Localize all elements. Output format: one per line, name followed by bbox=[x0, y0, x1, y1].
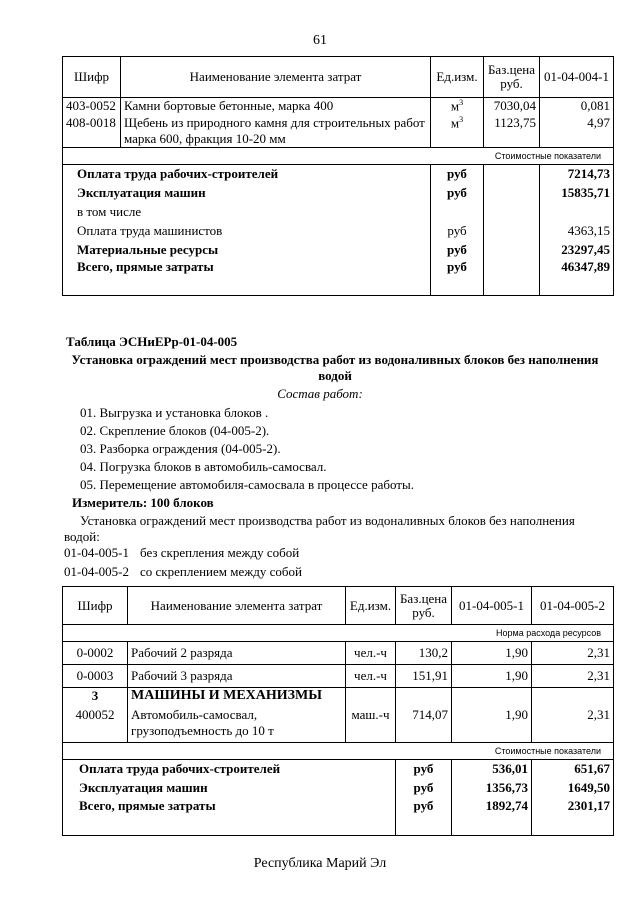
cost-value-2: 1649,50 bbox=[532, 779, 614, 798]
header-price: Баз.цена руб. bbox=[484, 57, 540, 98]
work-item: 02. Скрепление блоков (04-005-2). bbox=[80, 423, 270, 438]
cost-value: 23297,45 bbox=[540, 240, 614, 259]
cost-value-1: 1892,74 bbox=[452, 798, 532, 836]
table-title: Таблица ЭСНиЕРр-01-04-005 bbox=[66, 334, 238, 349]
row-unit: чел.-ч bbox=[346, 642, 396, 665]
cost-value-1: 1356,73 bbox=[452, 779, 532, 798]
cost-label: Эксплуатация машин bbox=[63, 779, 396, 798]
header-col1: 01-04-004-1 bbox=[540, 57, 614, 98]
row-value-1: 1,90 bbox=[452, 642, 532, 665]
page-number: 61 bbox=[313, 33, 327, 48]
row-name: Рабочий 2 разряда bbox=[128, 642, 346, 665]
header-name: Наименование элемента затрат bbox=[128, 587, 346, 625]
description-line2: водой: bbox=[64, 529, 100, 544]
row-price: 151,91 bbox=[396, 665, 452, 688]
cost-value-2: 651,67 bbox=[532, 760, 614, 779]
row-value-1: 1,90 bbox=[452, 707, 532, 743]
header-price: Баз.цена руб. bbox=[396, 587, 452, 625]
cost-label: Оплата труда рабочих-строителей bbox=[63, 164, 431, 183]
cost-row bbox=[63, 183, 614, 202]
section-label: Стоимостные показатели bbox=[63, 147, 614, 164]
header-col2: 01-04-005-2 bbox=[532, 587, 614, 625]
cost-value: 15835,71 bbox=[540, 183, 614, 202]
table-row bbox=[63, 707, 614, 743]
cost-unit: руб bbox=[431, 183, 484, 202]
cost-unit: руб bbox=[431, 164, 484, 183]
table-row bbox=[63, 98, 614, 115]
cost-row bbox=[63, 259, 614, 295]
cost-row bbox=[63, 779, 614, 798]
row-code: 400052 bbox=[63, 707, 128, 743]
cost-value-2: 2301,17 bbox=[532, 798, 614, 836]
cost-label: Всего, прямые затраты bbox=[63, 259, 431, 295]
cost-label: в том числе bbox=[63, 202, 431, 221]
cost-value: 4363,15 bbox=[540, 221, 614, 240]
row-value-1: 1,90 bbox=[452, 665, 532, 688]
cost-label: Материальные ресурсы bbox=[63, 240, 431, 259]
row-value-2: 2,31 bbox=[532, 707, 614, 743]
table-subtitle: Установка ограждений мест производства работ из водоналивных блоков без наполнения водой bbox=[71, 352, 599, 383]
row-price: 130,2 bbox=[396, 642, 452, 665]
norm-label: Норма расхода ресурсов bbox=[63, 625, 614, 642]
work-item: 05. Перемещение автомобиля-самосвала в процессе работы. bbox=[80, 477, 414, 492]
row-unit: маш.-ч bbox=[346, 707, 396, 743]
header-code: Шифр bbox=[63, 57, 121, 98]
header-unit: Ед.изм. bbox=[346, 587, 396, 625]
composition-label: Состав работ: bbox=[277, 386, 363, 401]
cost-unit: руб bbox=[431, 221, 484, 240]
cost-unit: руб bbox=[396, 760, 452, 779]
group-row bbox=[63, 688, 614, 707]
row-unit: $м^3$ bbox=[431, 98, 484, 115]
cost-label: Эксплуатация машин bbox=[63, 183, 431, 202]
work-item: 04. Погрузка блоков в автомобиль-самосвал. bbox=[80, 459, 327, 474]
row-value-2: 2,31 bbox=[532, 642, 614, 665]
table-row bbox=[63, 642, 614, 665]
cost-row bbox=[63, 221, 614, 240]
header-col1: 01-04-005-1 bbox=[452, 587, 532, 625]
variant-text: без скрепления между собой bbox=[140, 545, 300, 560]
row-code: 403-0052 bbox=[63, 98, 121, 115]
group-name: МАШИНЫ И МЕХАНИЗМЫ bbox=[128, 688, 346, 707]
row-value: 4,97 bbox=[540, 115, 614, 148]
variant-item bbox=[64, 564, 302, 580]
row-code: 0-0003 bbox=[63, 665, 128, 688]
work-item: 01. Выгрузка и установка блоков . bbox=[80, 405, 269, 420]
row-name: Камни бортовые бетонные, марка 400 bbox=[121, 98, 431, 115]
work-item: 03. Разборка ограждения (04-005-2). bbox=[80, 441, 281, 456]
cost-value: 46347,89 bbox=[540, 259, 614, 295]
section-label: Стоимостные показатели bbox=[63, 743, 614, 760]
cost-table-01-04-004 bbox=[62, 56, 614, 296]
cost-unit: руб bbox=[431, 240, 484, 259]
row-price: 714,07 bbox=[396, 707, 452, 743]
cost-unit: руб bbox=[396, 779, 452, 798]
row-name: Автомобиль-самосвал, грузоподъемность до 10 т bbox=[128, 707, 346, 743]
cost-unit: руб bbox=[431, 259, 484, 295]
cost-value-1: 536,01 bbox=[452, 760, 532, 779]
cost-label: Всего, прямые затраты bbox=[63, 798, 396, 836]
group-code: 3 bbox=[63, 688, 128, 707]
cost-row bbox=[63, 760, 614, 779]
cost-row bbox=[63, 164, 614, 183]
header-unit: Ед.изм. bbox=[431, 57, 484, 98]
variant-item bbox=[64, 545, 299, 561]
cost-row bbox=[63, 202, 614, 221]
table-row bbox=[63, 665, 614, 688]
cost-row bbox=[63, 798, 614, 836]
header-code: Шифр bbox=[63, 587, 128, 625]
description-line1: Установка ограждений мест производства работ из водоналивных блоков без наполнения bbox=[80, 513, 575, 528]
cost-table-01-04-005 bbox=[62, 586, 614, 836]
row-value: 0,081 bbox=[540, 98, 614, 115]
cost-unit: руб bbox=[396, 798, 452, 836]
row-name: Рабочий 3 разряда bbox=[128, 665, 346, 688]
page-footer: Республика Марий Эл bbox=[253, 856, 387, 871]
cost-label: Оплата труда машинистов bbox=[63, 221, 431, 240]
cost-row bbox=[63, 240, 614, 259]
row-name: Щебень из природного камня для строительных работ марка 600, фракция 10-20 мм bbox=[121, 115, 431, 148]
row-unit: чел.-ч bbox=[346, 665, 396, 688]
row-price: 7030,04 bbox=[484, 98, 540, 115]
row-code: 0-0002 bbox=[63, 642, 128, 665]
header-name: Наименование элемента затрат bbox=[121, 57, 431, 98]
variant-code: 01-04-005-1 bbox=[64, 545, 129, 560]
row-unit: $м^3$ bbox=[431, 115, 484, 148]
row-value-2: 2,31 bbox=[532, 665, 614, 688]
variant-code: 01-04-005-2 bbox=[64, 564, 129, 579]
cost-label: Оплата труда рабочих-строителей bbox=[63, 760, 396, 779]
cost-value: 7214,73 bbox=[540, 164, 614, 183]
variant-text: со скреплением между собой bbox=[140, 564, 302, 579]
row-code: 408-0018 bbox=[63, 115, 121, 148]
table-row bbox=[63, 115, 614, 148]
meter-label: Измеритель: 100 блоков bbox=[72, 495, 214, 510]
row-price: 1123,75 bbox=[484, 115, 540, 148]
